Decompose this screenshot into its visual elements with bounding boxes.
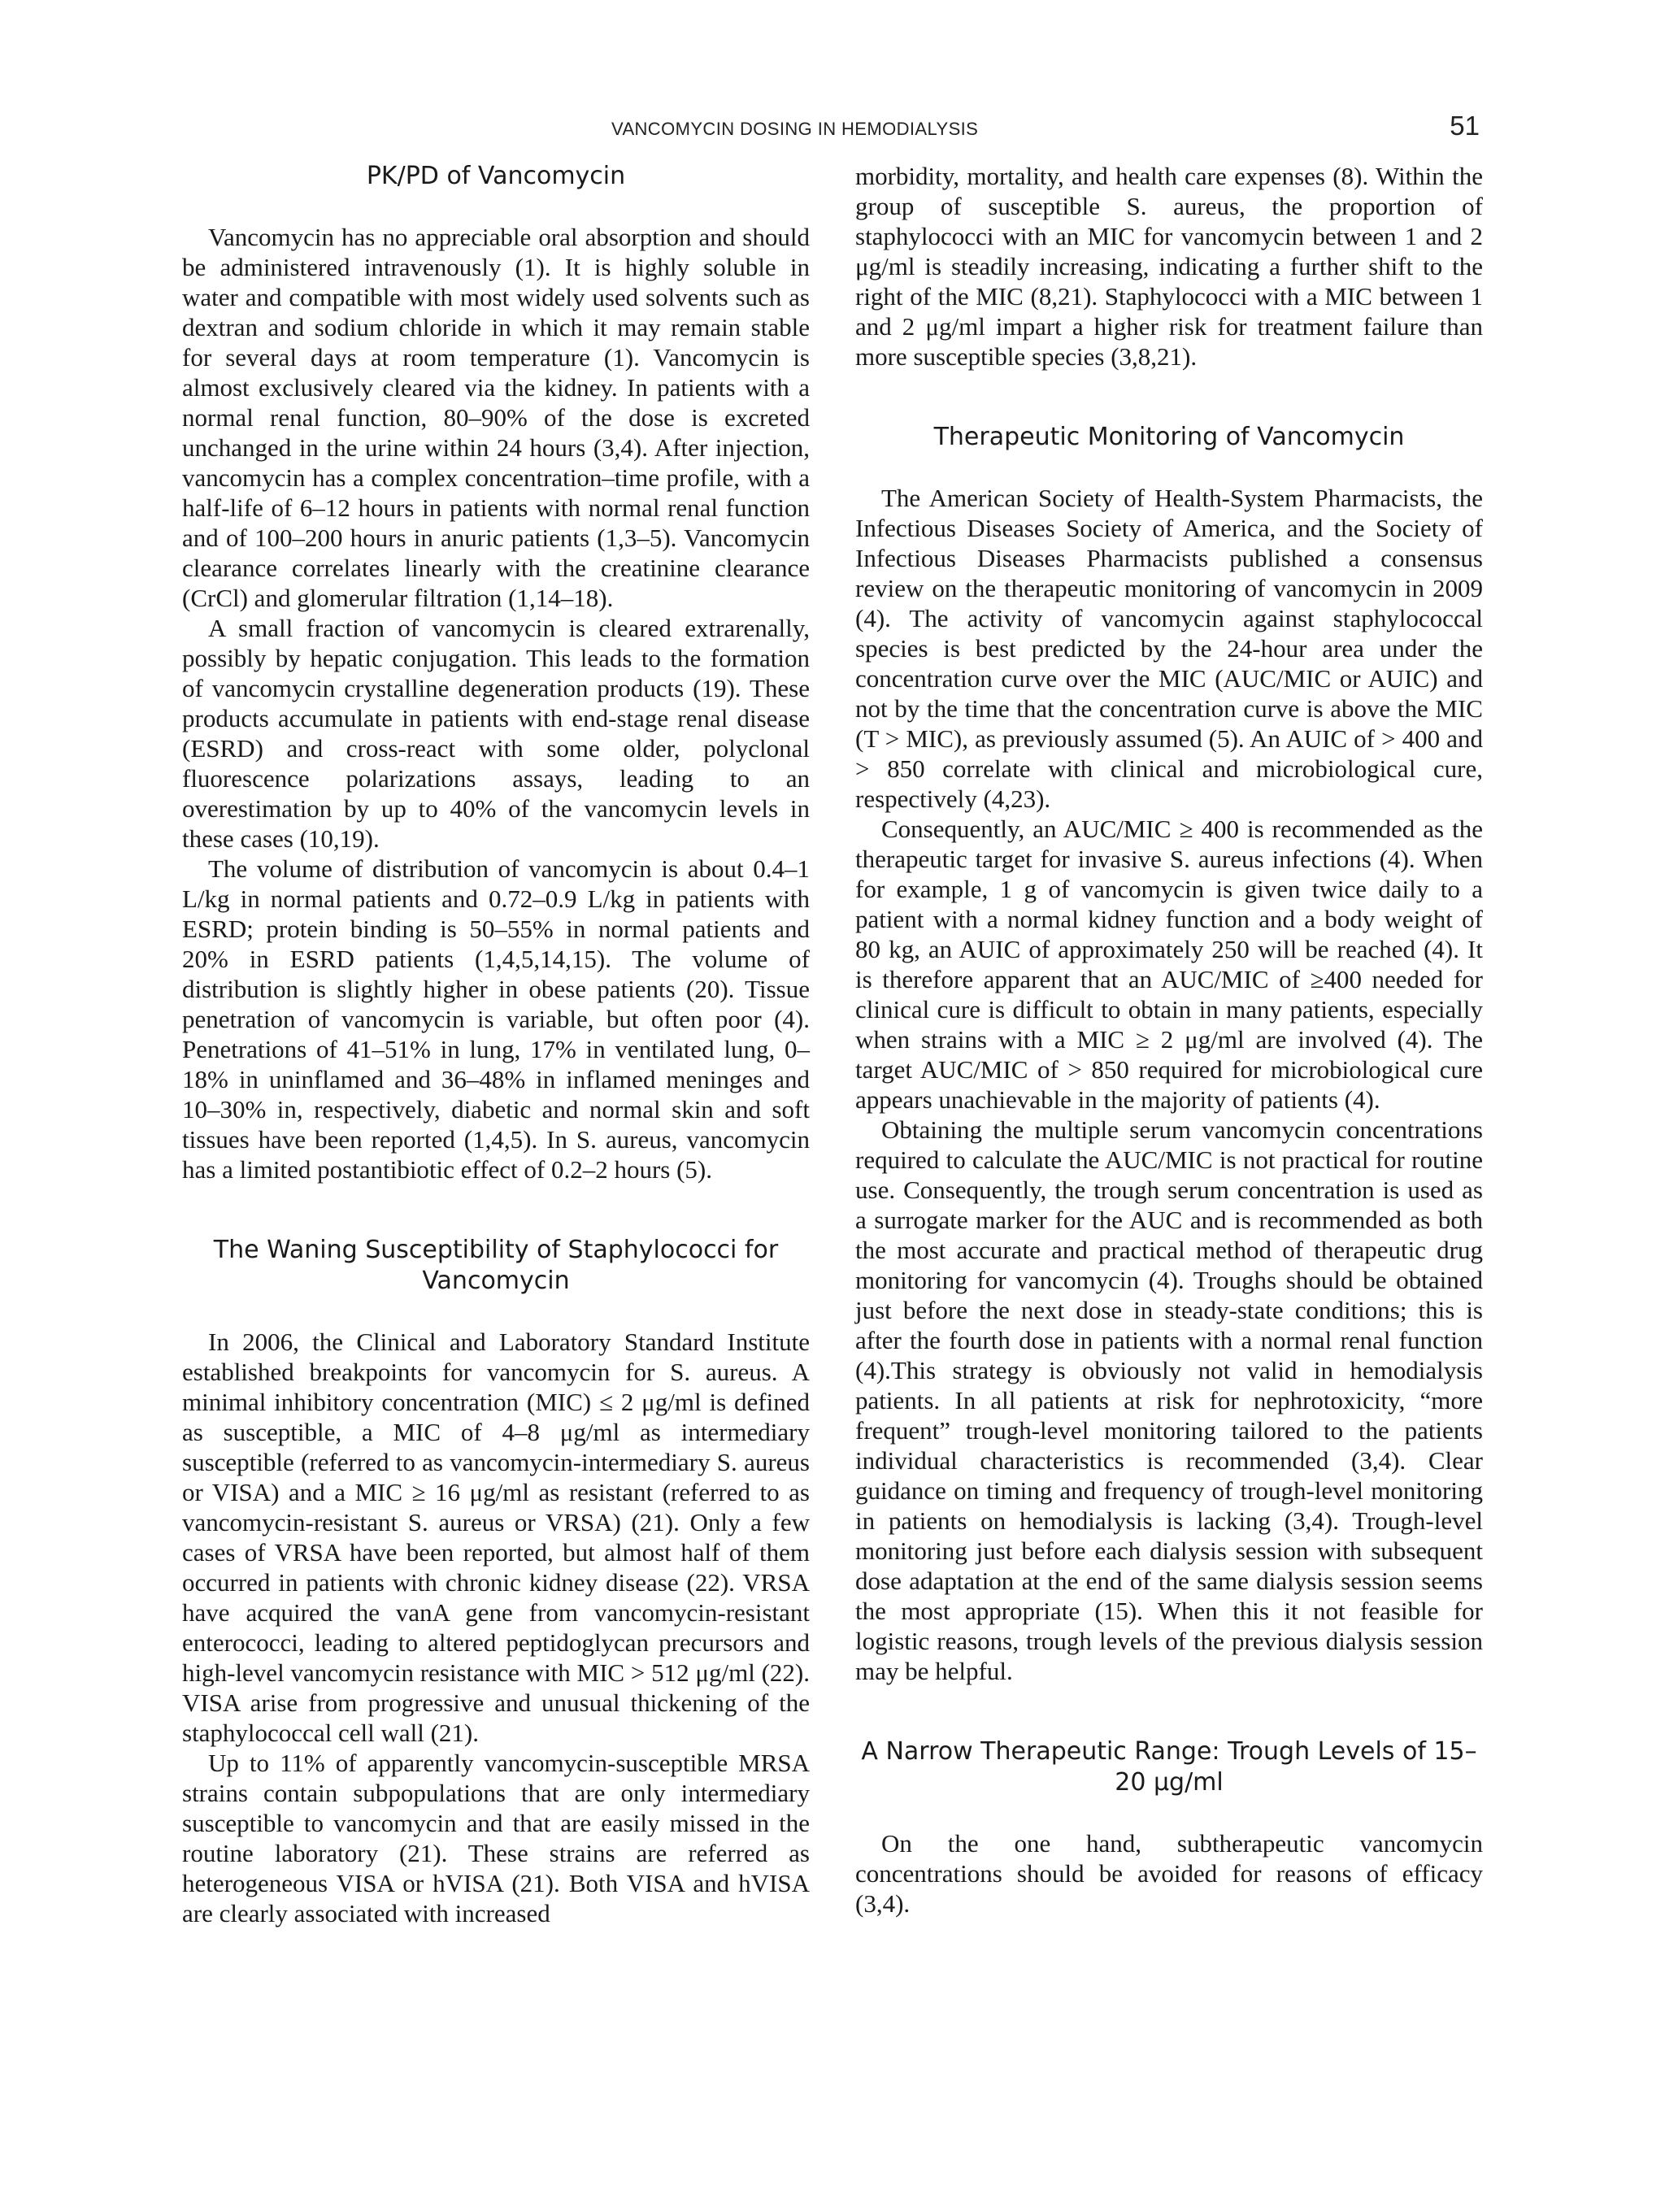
left-column	[182, 161, 810, 1928]
paragraph: Obtaining the multiple serum vancomycin concentrations required to calculate the AUC/MIC is not practical for routine use. Consequently, the trough serum concentration is used as a surrogate marker for the AUC and is recommended as both the most accurate and practical method of therapeutic drug monitoring for vancomycin (4). Troughs should be obtained just before the next dose in steady-state conditions; this is after the fourth dose in patients with a normal renal function (4).This strategy is obviously not valid in hemodialysis patients. In all patients at risk for nephrotoxicity, “more frequent” trough-level monitoring tailored to the patients individual characteristics is recommended (3,4). Clear guidance on timing and frequency of trough-level monitoring in patients on hemodialysis is lacking (3,4). Trough-level monitoring just before each dialysis session with subsequent dose adaptation at the end of the same dialysis session seems the most appropriate (15). When this it not feasible for logistic reasons, trough levels of the previous dialysis session may be helpful.	[855, 1115, 1483, 1685]
paragraph: The volume of distribution of vancomycin is about 0.4–1 L/kg in normal patients and 0.72–0.9 L/kg in patients with ESRD; protein binding is 50–55% in normal patients and 20% in ESRD patients (1,4,5,14,15). The volume of distribution is slightly higher in obese patients (20). Tissue penetration of vancomycin is variable, but often poor (4). Penetrations of 41–51% in lung, 17% in ventilated lung, 0–18% in uninflamed and 36–48% in inflamed meninges and 10–30% in, respectively, diabetic and normal skin and soft tissues have been reported (1,4,5). In S. aureus, vancomycin has a limited postantibiotic effect of 0.2–2 hours (5).	[182, 854, 810, 1184]
paragraph: On the one hand, subtherapeutic vancomycin concentrations should be avoided for reasons of efficacy (3,4).	[855, 1829, 1483, 1918]
right-column	[855, 161, 1483, 1919]
paragraph: Consequently, an AUC/MIC ≥ 400 is recommended as the therapeutic target for invasive S. aureus infections (4). When for example, 1 g of vancomycin is given twice daily to a patient with a normal kidney function and a body weight of 80 kg, an AUIC of approximately 250 will be reached (4). It is therefore apparent that an AUC/MIC of ≥400 needed for clinical cure is difficult to obtain in many patients, especially when strains with a MIC ≥ 2 μg/ml are involved (4). The target AUC/MIC of > 850 required for microbiological cure appears unachievable in the majority of patients (4).	[855, 815, 1483, 1114]
paragraph: Up to 11% of apparently vancomycin-susceptible MRSA strains contain subpopulations that are only intermediary susceptible to vancomycin and that are easily missed in the routine laboratory (21). These strains are referred as heterogeneous VISA or hVISA (21). Both VISA and hVISA are clearly associated with increased	[182, 1749, 810, 1927]
section-heading-pkpd: PK/PD of Vancomycin	[366, 162, 626, 190]
paragraph: The American Society of Health-System Pharmacists, the Infectious Diseases Society of America, and the Society of Infectious Diseases Pharmacists published a consensus review on the therapeutic monitoring of vancomycin in 2009 (4). The activity of vancomycin against staphylococcal species is best predicted by the 24-hour area under the concentration curve over the MIC (AUC/MIC or AUIC) and not by the time that the concentration curve is above the MIC (T > MIC), as previously assumed (5). An AUIC of > 400 and > 850 correlate with clinical and microbiological cure, respectively (4,23).	[855, 484, 1483, 813]
paragraph: A small fraction of vancomycin is cleared extrarenally, possibly by hepatic conjugation. This leads to the formation of vancomycin crystalline degeneration products (19). These products accumulate in patients with end-stage renal disease (ESRD) and cross-react with some older, polyclonal fluorescence polarizations assays, leading to an overestimation by up to 40% of the vancomycin levels in these cases (10,19).	[182, 614, 810, 853]
paragraph: In 2006, the Clinical and Laboratory Standard Institute established breakpoints for vancomycin for S. aureus. A minimal inhibitory concentration (MIC) ≤ 2 μg/ml is defined as susceptible, a MIC of 4–8 μg/ml as intermediary susceptible (referred to as vancomycin-intermediary S. aureus or VISA) and a MIC ≥ 16 μg/ml as resistant (referred to as vancomycin-resistant S. aureus or VRSA) (21). Only a few cases of VRSA have been reported, but almost half of them occurred in patients with chronic kidney disease (22). VRSA have acquired the vanA gene from vancomycin-resistant enterococci, leading to altered peptidoglycan precursors and high-level vancomycin resistance with MIC > 512 μg/ml (22). VISA arise from progressive and unusual thickening of the staphylococcal cell wall (21).	[182, 1328, 810, 1747]
page-number: 51	[1450, 111, 1480, 141]
section-heading-narrow-range: A Narrow Therapeutic Range: Trough Levels of 15–20 μg/ml	[861, 1737, 1477, 1797]
paragraph: Vancomycin has no appreciable oral absorption and should be administered intravenously (1). It is highly soluble in water and compatible with most widely used solvents such as dextran and sodium chloride in which it may remain stable for several days at room temperature (1). Vancomycin is almost exclusively cleared via the kidney. In patients with a normal renal function, 80–90% of the dose is excreted unchanged in the urine within 24 hours (3,4). After injection, vancomycin has a complex concentration–time profile, with a half-life of 6–12 hours in patients with normal renal function and of 100–200 hours in anuric patients (1,3–5). Vancomycin clearance correlates linearly with the creatinine clearance (CrCl) and glomerular filtration (1,14–18).	[182, 223, 810, 612]
running-head: VANCOMYCIN DOSING IN HEMODIALYSIS	[611, 119, 979, 139]
section-heading-waning-susceptibility: The Waning Susceptibility of Staphylococci for Vancomycin	[213, 1236, 779, 1295]
section-heading-therapeutic-monitoring: Therapeutic Monitoring of Vancomycin	[933, 423, 1405, 451]
paragraph-continued: morbidity, mortality, and health care expenses (8). Within the group of susceptible S. aureus, the proportion of staphylococci with an MIC for vancomycin between 1 and 2 μg/ml is steadily increasing, indicating a further shift to the right of the MIC (8,21). Staphylococci with a MIC between 1 and 2 μg/ml impart a higher risk for treatment failure than more susceptible species (3,8,21).	[855, 162, 1483, 371]
